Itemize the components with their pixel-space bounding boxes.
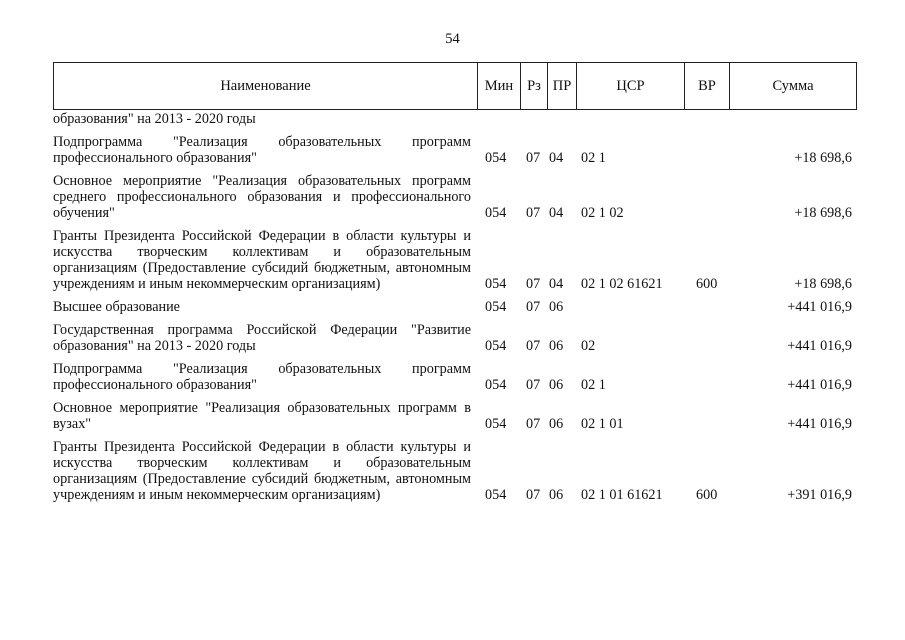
cell-vr [684, 292, 729, 315]
cell-rz: 07 [526, 276, 541, 292]
cell-csr: 02 1 01 61621 [581, 487, 663, 503]
header-name: Наименование [54, 63, 478, 110]
cell-rz: 07 [526, 377, 541, 393]
cell-csr: 02 1 02 [581, 205, 624, 221]
cell-vr [684, 354, 729, 393]
cell-vr: 600 [696, 276, 718, 292]
table-row [53, 127, 856, 166]
cell-sum: +18 698,6 [794, 150, 852, 166]
cell-name: образования" на 2013 - 2020 годы [53, 111, 256, 127]
cell-name: Государственная программа Российской Федерации "Развитие образования" на 2013 - 2020 годы [53, 322, 471, 354]
cell-pr [547, 111, 576, 127]
table-row [53, 292, 856, 315]
cell-name: Основное мероприятие "Реализация образовательных программ среднего профессионального образования и профессионального обучения" [53, 173, 471, 221]
cell-name: Подпрограмма "Реализация образовательных программ профессионального образования" [53, 361, 471, 393]
cell-rz [520, 111, 547, 127]
cell-min: 054 [485, 416, 507, 432]
table-row [53, 393, 856, 432]
cell-sum [729, 111, 856, 127]
cell-pr: 06 [549, 416, 564, 432]
cell-csr: 02 1 02 61621 [581, 276, 663, 292]
cell-name: Подпрограмма "Реализация образовательных программ профессионального образования" [53, 134, 471, 166]
cell-min: 054 [485, 487, 507, 503]
cell-sum: +391 016,9 [787, 487, 852, 503]
cell-pr: 06 [549, 338, 564, 354]
cell-csr: 02 1 [581, 150, 606, 166]
cell-name: Основное мероприятие "Реализация образовательных программ в вузах" [53, 400, 471, 432]
table-row [53, 315, 856, 354]
cell-vr: 600 [696, 487, 718, 503]
budget-table [53, 111, 856, 503]
cell-csr: 02 1 [581, 377, 606, 393]
header-rz: Рз [521, 63, 548, 110]
cell-name: Гранты Президента Российской Федерации в области культуры и искусства творческим коллективам и образовательным организациям (Предоставление субсидий бюджетным, автономным учреждениям и иным некоммерческим организациям) [53, 439, 471, 503]
header-min: Мин [478, 63, 521, 110]
header-pr: ПР [548, 63, 577, 110]
cell-rz: 07 [526, 416, 541, 432]
cell-sum: +441 016,9 [787, 338, 852, 354]
table-row [53, 432, 856, 503]
cell-vr [684, 166, 729, 221]
cell-min: 054 [485, 338, 507, 354]
cell-min [477, 111, 520, 127]
cell-pr: 04 [549, 150, 564, 166]
cell-pr: 04 [549, 205, 564, 221]
cell-rz: 07 [526, 487, 541, 503]
cell-min: 054 [485, 276, 507, 292]
cell-rz: 07 [526, 205, 541, 221]
cell-name: Гранты Президента Российской Федерации в области культуры и искусства творческим коллективам и образовательным организациям (Предоставление субсидий бюджетным, автономным учреждениям и иным некоммерческим организациям) [53, 228, 471, 292]
cell-sum: +18 698,6 [794, 205, 852, 221]
cell-vr [684, 315, 729, 354]
cell-rz: 07 [526, 150, 541, 166]
table-row [53, 354, 856, 393]
cell-min: 054 [485, 299, 507, 315]
header-sum: Сумма [730, 63, 857, 110]
header-vr: ВР [685, 63, 730, 110]
cell-vr [684, 127, 729, 166]
cell-vr [684, 111, 729, 127]
cell-pr: 06 [549, 377, 564, 393]
cell-sum: +18 698,6 [794, 276, 852, 292]
header-csr: ЦСР [577, 63, 685, 110]
cell-name: Высшее образование [53, 299, 180, 315]
table-body [53, 111, 856, 503]
cell-csr: 02 [581, 338, 596, 354]
cell-min: 054 [485, 377, 507, 393]
table-row [53, 111, 856, 127]
cell-pr: 06 [549, 487, 564, 503]
cell-sum: +441 016,9 [787, 299, 852, 315]
cell-vr [684, 393, 729, 432]
cell-min: 054 [485, 150, 507, 166]
cell-sum: +441 016,9 [787, 377, 852, 393]
cell-csr [576, 111, 684, 127]
cell-sum: +441 016,9 [787, 416, 852, 432]
page-number: 54 [445, 31, 460, 47]
cell-rz: 07 [526, 299, 541, 315]
table-row [53, 221, 856, 292]
cell-csr [576, 292, 684, 315]
cell-csr: 02 1 01 [581, 416, 624, 432]
cell-pr: 04 [549, 276, 564, 292]
cell-min: 054 [485, 205, 507, 221]
table-header [53, 62, 857, 110]
cell-rz: 07 [526, 338, 541, 354]
table-row [53, 166, 856, 221]
cell-pr: 06 [549, 299, 564, 315]
